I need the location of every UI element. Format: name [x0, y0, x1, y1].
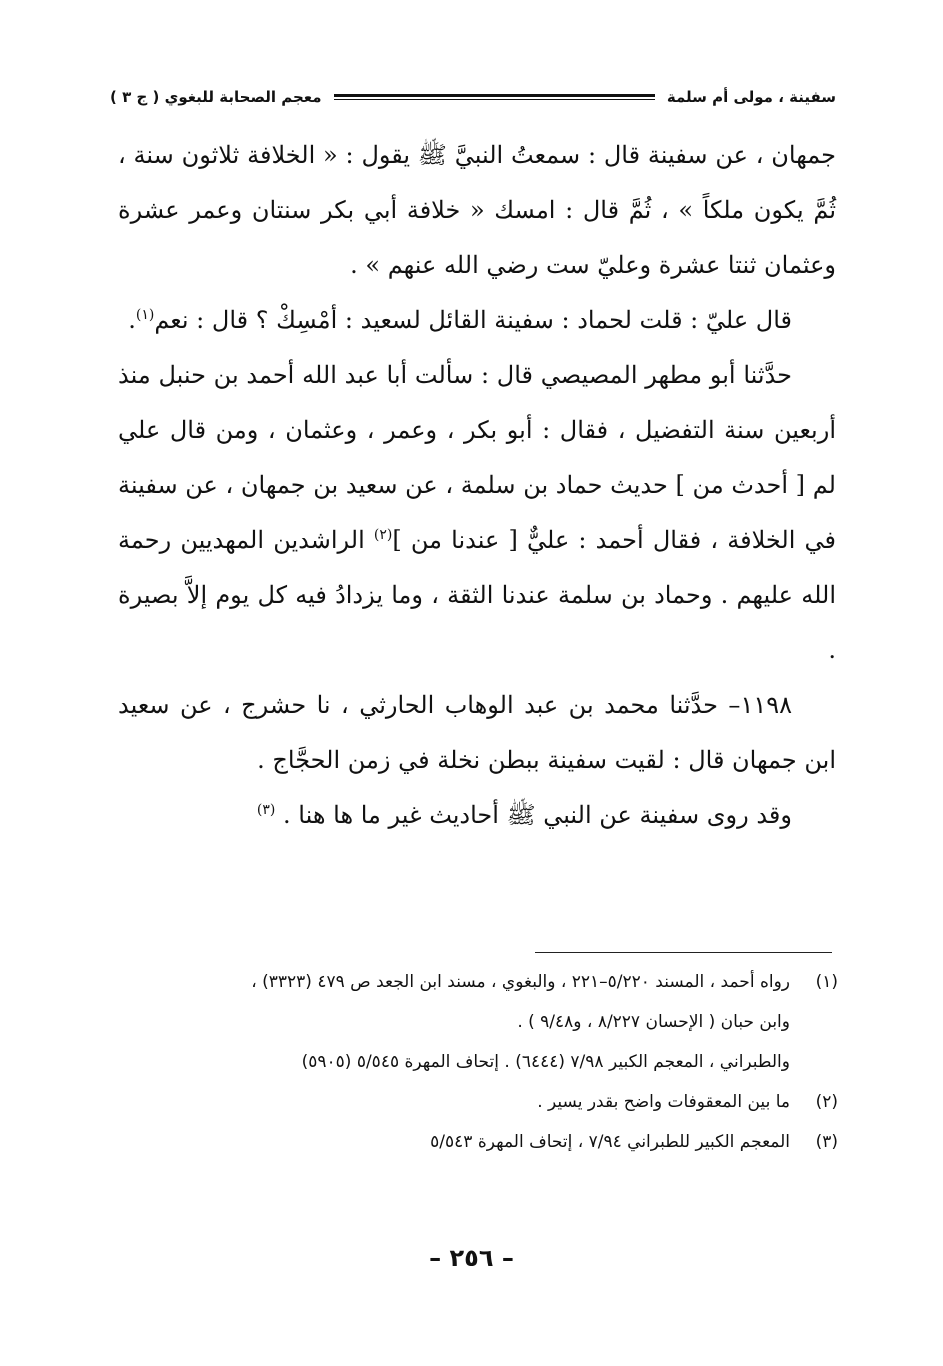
- footnote-2-number: (٢): [815, 1092, 838, 1112]
- footnotes: [150, 962, 838, 1162]
- footnote-ref-2[interactable]: (٢): [373, 527, 393, 543]
- footnote-ref-3[interactable]: (٣): [256, 802, 276, 818]
- paragraph-3: [118, 348, 836, 678]
- footnote-3-text: المعجم الكبير للطبراني ٧/٩٤ ، إتحاف المهرة ٥/٥٤٣: [430, 1132, 790, 1152]
- footnote-3-number: (٣): [815, 1132, 838, 1152]
- header-rule: [334, 94, 655, 100]
- paragraph-4: [118, 678, 836, 788]
- paragraph-4-text: ١١٩٨– حدَّثنا محمد بن عبد الوهاب الحارثي ، نا حشرج ، عن سعيد ابن جمهان قال : لقيت سفينة ببطن نخلة في زمن الحجَّاج .: [118, 691, 836, 774]
- main-text: [118, 128, 836, 843]
- paragraph-5: [118, 788, 836, 843]
- paragraph-2-text: قال عليّ : قلت لحماد : سفينة القائل لسعيد : أمْسِكْ ؟ قال : نعم: [154, 306, 792, 334]
- paragraph-3-text-b: الراشدين المهديين رحمة الله عليهم . وحماد بن سلمة عندنا الثقة ، وما يزدادُ فيه كل يوم إلاَّ بصيرة .: [118, 526, 836, 664]
- paragraph-5-text: وقد روى سفينة عن النبي ﷺ أحاديث غير ما ها هنا .: [283, 801, 792, 829]
- paragraph-1-line-1: جمهان ، عن سفينة قال : سمعتُ النبيَّ ﷺ يقول : « الخلافة ثلاثون سنة ، ثُمَّ: [118, 141, 836, 224]
- header-section-title: سفينة ، مولى أم سلمة: [666, 88, 836, 106]
- header-book-title: معجم الصحابة للبغوي ( ج ٣ ): [110, 88, 322, 106]
- paragraph-1-line-3: وعثمان ثنتا عشرة وعليّ ست رضي الله عنهم » .: [350, 251, 836, 279]
- footnote-2-text: ما بين المعقوفات واضح بقدر يسير .: [537, 1092, 790, 1112]
- footnote-1-line-3: والطبراني ، المعجم الكبير ٧/٩٨ (٦٤٤٤) . إتحاف المهرة ٥/٥٤٥ (٥٩٠٥): [301, 1052, 790, 1072]
- paragraph-1-line-2: يكون ملكاً » ، ثُمَّ قال : امسك « خلافة أبي بكر سنتان وعمر عشرة: [118, 196, 804, 224]
- paragraph-2: قال عليّ : قلت لحماد : سفينة القائل لسعيد : أمْسِكْ ؟ قال : نعم$^{(١)}$.: [128, 306, 792, 334]
- footnote-2: [150, 1082, 838, 1122]
- footnote-1-number: (١): [815, 972, 838, 992]
- running-header: [110, 82, 836, 112]
- footnote-1-line-2: وابن حبان ( الإحسان ٨/٢٢٧ ، و٩/٤٨ ) .: [517, 1012, 790, 1032]
- page-number: – ٢٥٦ –: [429, 1244, 514, 1272]
- paragraph-1: [118, 128, 836, 293]
- paragraph-3-text-a: حدَّثنا أبو مطهر المصيصي قال : سألت أبا عبد الله أحمد بن حنبل منذ أربعين سنة التفضيل ، فقال : أبو بكر ، وعمر ، وعثمان ، ومن قال علي لم [ أحدث من ] حديث حماد بن سلمة ، عن سعيد بن جمهان ، عن سفينة في الخلافة ، فقال أحمد : عليٌّ [ عندنا من ]: [118, 361, 837, 554]
- footnote-3: [150, 1122, 838, 1162]
- footnote-1: [150, 962, 838, 1002]
- footnote-ref-1[interactable]: (١): [135, 307, 155, 323]
- footnote-separator: [535, 952, 832, 953]
- footnote-1-line-1: رواه أحمد ، المسند ٥/٢٢٠–٢٢١ ، والبغوي ، مسند ابن الجعد ص ٤٧٩ (٣٣٢٣) ،: [251, 972, 790, 992]
